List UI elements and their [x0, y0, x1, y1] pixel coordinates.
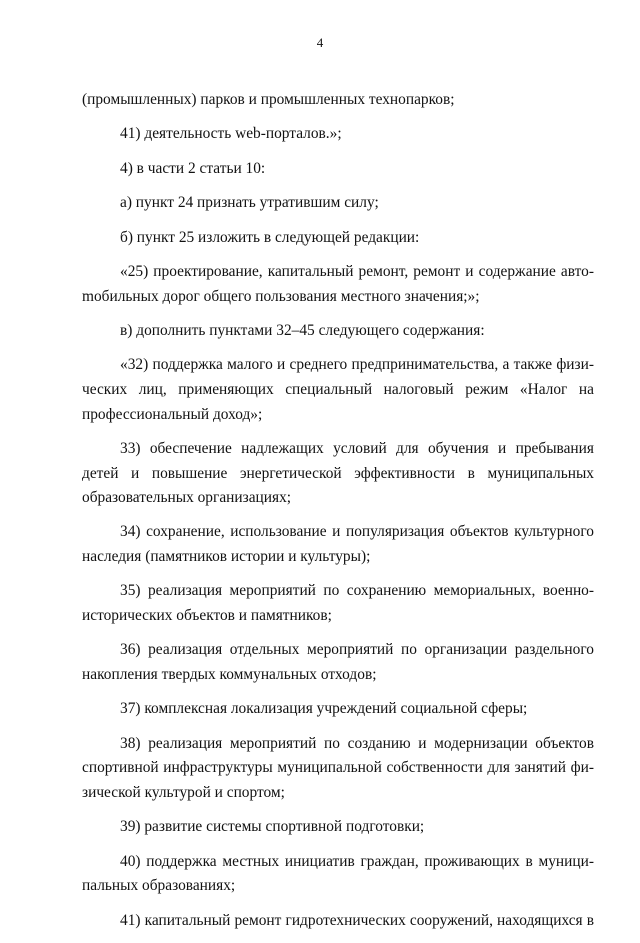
paragraph: 38) реализация мероприятий по созданию и модернизации объектов спортивной инфраструктуры муниципальной собственности для занятий физической культурой и спортом; [82, 734, 594, 802]
paragraph: 4) в части 2 статьи 10: [120, 159, 266, 177]
page-number: 4 [316, 35, 324, 50]
paragraph: 40) поддержка местных инициатив граждан, проживающих в муниципальных образованиях; [82, 852, 594, 895]
paragraph: 41) деятельность web-порталов.»; [120, 125, 342, 143]
paragraph: 35) реализация мероприятий по сохранению мемориальных, военно-исторических объектов и памятников; [82, 582, 594, 625]
paragraph: 34) сохранение, использование и популяризация объектов культурного наследия (памятников истории и культуры); [82, 523, 594, 566]
paragraph: в) дополнить пунктами 32–45 следующего содержания: [120, 321, 485, 339]
paragraph: «25) проектирование, капитальный ремонт, ремонт и содержание автоmобильных дорог общего пользования местного значения;»; [82, 262, 594, 305]
paragraph: 41) капитальный ремонт гидротехнических сооружений, находящихся в [120, 911, 594, 929]
paragraph: 37) комплексная локализация учреждений социальной сферы; [120, 700, 528, 718]
paragraph: 36) реализация отдельных мероприятий по организации раздельного накопления твердых коммунальных отходов; [82, 641, 594, 684]
paragraph: «32) поддержка малого и среднего предпринимательства, а также физических лиц, применяющих специальный налоговый режим «Налог на профессиональный доход»; [82, 356, 594, 423]
paragraph: 33) обеспечение надлежащих условий для обучения и пребывания детей и повышение энергетической эффективности в муниципальных образовательных организациях; [82, 439, 594, 507]
document-body [82, 88, 594, 943]
paragraph: (промышленных) парков и промышленных технопарков; [82, 91, 455, 108]
paragraph: 39) развитие системы спортивной подготовки; [120, 818, 425, 836]
paragraph: а) пункт 24 признать утратившим силу; [120, 194, 379, 212]
paragraph: б) пункт 25 изложить в следующей редакции: [120, 228, 420, 246]
